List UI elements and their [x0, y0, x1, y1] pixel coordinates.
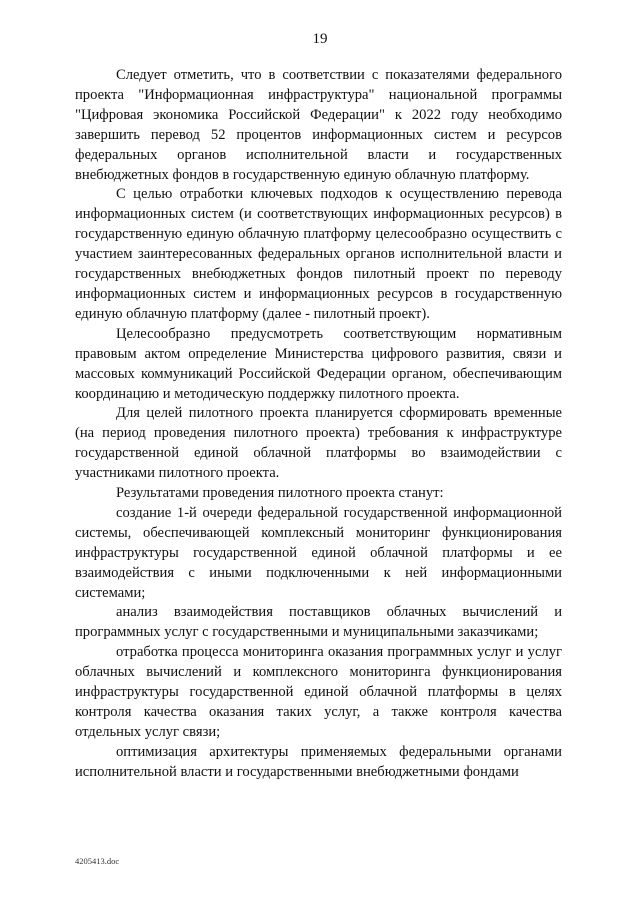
list-item-4: оптимизация архитектуры применяемых федеральными органами исполнительной власти и государственными внебюджетными фондами	[75, 743, 562, 780]
paragraph-4: Для целей пилотного проекта планируется сформировать временные (на период проведения пилотного проекта) требования к инфраструктуре государственной единой облачной платформы во взаимодействии с участниками пилотного проекта.	[75, 405, 562, 482]
list-item-2: анализ взаимодействия поставщиков облачных вычислений и программных услуг с государственными и муниципальными заказчиками;	[75, 604, 562, 641]
paragraph-5: Результатами проведения пилотного проекта станут:	[116, 485, 444, 502]
page-number: 19	[312, 31, 328, 47]
list-item-1: создание 1-й очереди федеральной государственной информационной системы, обеспечивающей комплексный мониторинг функционирования инфраструктуры государственной единой облачной платформы и ее взаимодействия с иными подключенными к ней информационными системами;	[75, 504, 562, 601]
paragraph-1: Следует отметить, что в соответствии с показателями федерального проекта "Информационная инфраструктура" национальной программы "Цифровая экономика Российской Федерации" к 2022 году необходимо завершить перевод 52 процентов информационных систем и ресурсов федеральных органов исполнительной власти и государственных внебюджетных фондов в государственную единую облачную платформу.	[75, 67, 562, 183]
paragraph-3: Целесообразно предусмотреть соответствующим нормативным правовым актом определение Министерства цифрового развития, связи и массовых коммуникаций Российской Федерации органом, обеспечивающим координацию и методическую поддержку пилотного проекта.	[75, 325, 562, 402]
body-text	[75, 66, 562, 783]
document-code: 4205413.doc	[75, 856, 120, 866]
paragraph-2: С целью отработки ключевых подходов к осуществлению перевода информационных систем (и соответствующих информационных ресурсов) в государственную единую облачную платформу целесообразно осуществить с участием заинтересованных федеральных органов исполнительной власти и государственных внебюджетных фондов пилотный проект по переводу информационных систем и информационных ресурсов в государственную единую облачную платформу (далее - пилотный проект).	[75, 186, 562, 322]
list-item-3: отработка процесса мониторинга оказания программных услуг и услуг облачных вычислений и комплексного мониторинга функционирования инфраструктуры государственной единой облачной платформы в целях контроля качества оказания таких услуг, а также контроля качества отдельных услуг связи;	[75, 644, 562, 740]
